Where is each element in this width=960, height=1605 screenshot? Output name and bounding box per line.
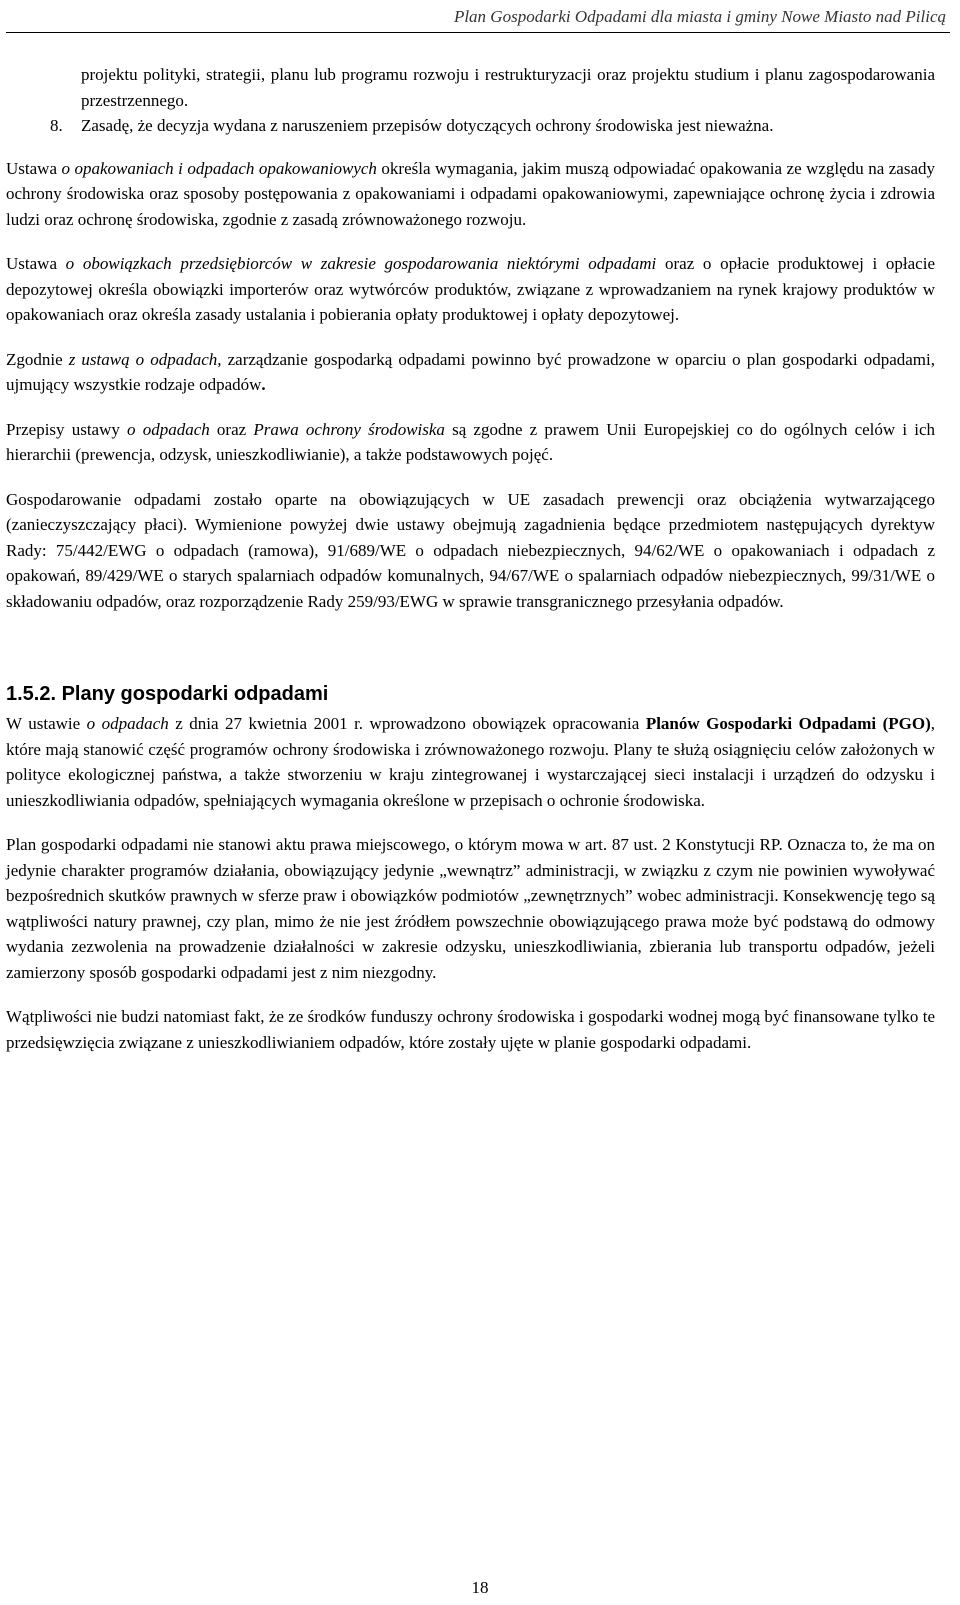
- paragraph-pgo-obligation: [6, 711, 935, 813]
- paragraph-text: Ustawa: [6, 254, 66, 273]
- act-title: o opakowaniach i odpadach opakowaniowych: [61, 158, 377, 178]
- paragraph-text: oraz: [209, 419, 254, 439]
- paragraph-waste-act: [6, 347, 935, 398]
- paragraph-packaging-act: [6, 156, 935, 233]
- act-title: o odpadach: [127, 419, 210, 439]
- paragraph-eu-compliance: [6, 417, 935, 468]
- act-title: o obowiązkach przedsiębiorców w zakresie gospodarowania niektórymi odpadami: [65, 254, 657, 273]
- paragraph-legal-status: Plan gospodarki odpadami nie stanowi aktu prawa miejscowego, o którym mowa w art. 87 ust. 2 Konstytucji RP. Oznacza to, że ma on jedynie charakter programów działania, obowiązujący jedynie „wewnątrz” administracji, w związku z czym nie powinien wywoływać bezpośrednich skutków prawnych w sferze praw i obowiązków podmiotów „zewnętrznych” wobec administracji. Konsekwencję tego są wątpliwości natury prawnej, czy plan, mimo że nie jest źródłem powszechnie obowiązującego prawa może być podstawą do odmowy wydania zezwolenia na prowadzenie działalności w zakresie odzysku, unieszkodliwiania, zbierania lub transportu odpadów, jeżeli zamierzony sposób gospodarki odpadami jest z nim niezgodny.: [6, 835, 935, 982]
- paragraph-text: określa wymagania, jakim muszą odpowiadać opakowania ze względu na zasady ochrony środowiska oraz sposoby postępowania z opakowaniami i odpadami opakowaniowymi, zapewniające ochronę życia i zdrowia ludzi oraz ochronę środowiska, zgodnie z zasadą zrównoważonego rozwoju.: [6, 158, 935, 229]
- paragraph-text: Ustawa: [6, 158, 62, 178]
- act-title: Prawa ochrony środowiska: [253, 419, 445, 439]
- paragraph-financing: Wątpliwości nie budzi natomiast fakt, że ze środków funduszy ochrony środowiska i gospodarki wodnej mogą być finansowane tylko te przedsięwzięcia związane z unieszkodliwianiem odpadów, które zostały ujęte w planie gospodarki odpadami.: [6, 1007, 935, 1052]
- running-header: Plan Gospodarki Odpadami dla miasta i gminy Nowe Miasto nad Pilicą: [453, 7, 946, 26]
- paragraph-text: Zgodnie: [6, 349, 69, 369]
- paragraph-eu-directives: Gospodarowanie odpadami zostało oparte na obowiązujących w UE zasadach prewencji oraz obciążenia wytwarzającego (zanieczyszczający płaci). Wymienione powyżej dwie ustawy obejmują zagadnienia będące przedmiotem następujących dyrektyw Rady: 75/442/EWG o odpadach (ramowa), 91/689/WE o odpadach niebezpiecznych, 94/62/WE o opakowaniach i odpadach z opakowań, 89/429/WE o starych spalarniach odpadów komunalnych, 94/67/WE o spalarniach odpadów niebezpiecznych, 99/31/WE o składowaniu odpadów, oraz rozporządzenie Rady 259/93/EWG w sprawie transgranicznego przesyłania odpadów.: [6, 489, 935, 611]
- paragraph-text: W ustawie: [6, 714, 87, 733]
- paragraph-text: z dnia 27 kwietnia 2001 r. wprowadzono obowiązek opracowania: [168, 714, 646, 733]
- act-title: z ustawą o odpadach,: [68, 349, 222, 369]
- section-spacer: [6, 633, 935, 681]
- list-item-continuation: projektu polityki, strategii, planu lub programu rozwoju i restrukturyzacji oraz projektu studium i planu zagospodarowania przestrzennego.: [81, 65, 935, 110]
- list-number: 8.: [50, 116, 63, 135]
- page-number: 18: [471, 1578, 489, 1597]
- term-bold: Planów Gospodarki Odpadami (PGO): [645, 714, 931, 733]
- paragraph-text: zarządzanie gospodarką odpadami powinno być prowadzone w oparciu o plan gospodarki odpadami, ujmujący wszystkie rodzaje odpadów: [6, 349, 935, 394]
- paragraph-text: Przepisy ustawy: [6, 419, 128, 439]
- paragraph-entrepreneurs-act: [6, 251, 935, 328]
- list-item-8: [6, 113, 935, 139]
- act-title: o odpadach: [86, 714, 169, 733]
- header-rule: [6, 32, 950, 33]
- paragraph-text: .: [261, 375, 266, 394]
- document-body: [6, 62, 935, 1074]
- list-item-text: Zasadę, że decyzja wydana z naruszeniem przepisów dotyczących ochrony środowiska jest nieważna.: [81, 116, 774, 135]
- paragraph-text: są zgodne z prawem Unii Europejskiej co do ogólnych celów i ich hierarchii (prewencja, odzysk, unieszkodliwianie), a także podstawowych pojęć.: [6, 419, 936, 464]
- paragraph-text: , które mają stanowić część programów ochrony środowiska i zrównoważonego rozwoju. Plany te służą osiągnięciu celów założonych w polityce ekologicznej państwa, a także stworzeniu w kraju zintegrowanej i wystarczającej sieci instalacji i urządzeń do odzysku i unieszkodliwiania odpadów, spełniających wymagania określone w przepisach o ochronie środowiska.: [6, 714, 936, 810]
- section-heading: 1.5.2. Plany gospodarki odpadami: [6, 683, 329, 705]
- paragraph-text: oraz o opłacie produktowej i opłacie depozytowej określa obowiązki importerów oraz wytwórców produktów, związane z wprowadzaniem na rynek krajowy produktów w opakowaniach oraz określa zasady ustalania i pobierania opłaty produktowej i opłaty depozytowej.: [6, 254, 935, 324]
